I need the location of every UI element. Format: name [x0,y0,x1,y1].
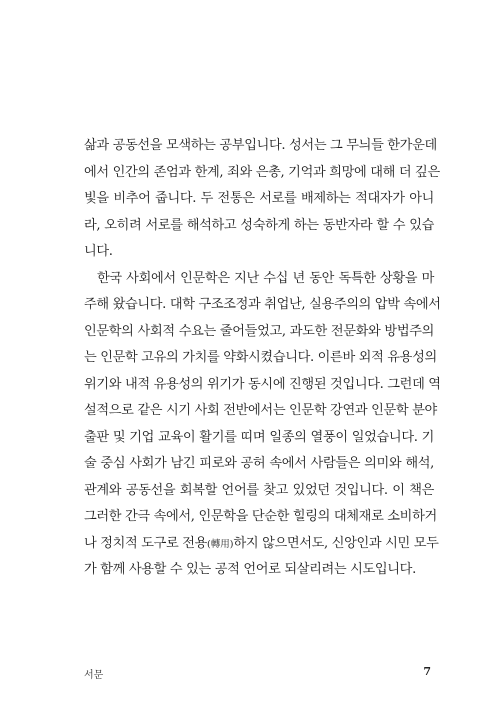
text-segment: 나 정치적 도구로 전용 [84,535,208,551]
text-line: 설적으로 같은 시기 사회 전반에서는 인문학 강연과 인문학 분야 [84,403,437,418]
text-line: 그러한 간극 속에서, 인문학을 단순한 힐링의 대체재로 소비하거 [84,509,437,524]
text-line: 가 함께 사용할 수 있는 공적 언어로 되살리려는 시도입니다. [84,562,416,577]
text-line-with-hanja [84,531,439,558]
text-line: 라, 오히려 서로를 해석하고 성숙하게 하는 동반자라 할 수 있습 [84,217,434,233]
text-line: 한국 사회에서 인문학은 지난 수십 년 동안 독특한 상황을 마 [97,270,434,286]
hanja-annotation: (轉用) [207,538,234,550]
text-line: 는 인문학 고유의 가치를 약화시켰습니다. 이른바 외적 유용성의 [84,350,437,365]
text-line: 니다. [84,244,113,259]
text-line: 위기와 내적 유용성의 위기가 동시에 진행된 것입니다. 그런데 역 [84,376,441,392]
text-line: 주해 왔습니다. 대학 구조조정과 취업난, 실용주의의 압박 속에서 [84,297,441,312]
paragraph-2 [84,266,441,584]
body-text [84,133,441,584]
text-line: 술 중심 사회가 남긴 피로와 공허 속에서 사람들은 의미와 해석, [84,456,434,471]
text-line: 에서 인간의 존엄과 한계, 죄와 은총, 기억과 희망에 대해 더 깊은 [84,164,440,180]
text-line: 인문학의 사회적 수요는 줄어들었고, 과도한 전문화와 방법주의 [84,323,434,339]
text-line: 출판 및 기업 교육이 활기를 띠며 일종의 열풍이 일었습니다. 기 [84,429,434,445]
text-line: 관계와 공동선을 회복할 언어를 찾고 있었던 것입니다. 이 책은 [84,482,434,498]
text-line: 빛을 비추어 줍니다. 두 전통은 서로를 배제하는 적대자가 아니 [84,191,434,206]
text-segment: 하지 않으면서도, 신앙인과 시민 모두 [233,535,439,551]
running-footer-section: 서문 [84,670,104,681]
page-number: 7 [423,665,431,678]
paragraph-1 [84,133,440,266]
text-line: 삶과 공동선을 모색하는 공부입니다. 성서는 그 무늬들 한가운데 [84,138,437,153]
